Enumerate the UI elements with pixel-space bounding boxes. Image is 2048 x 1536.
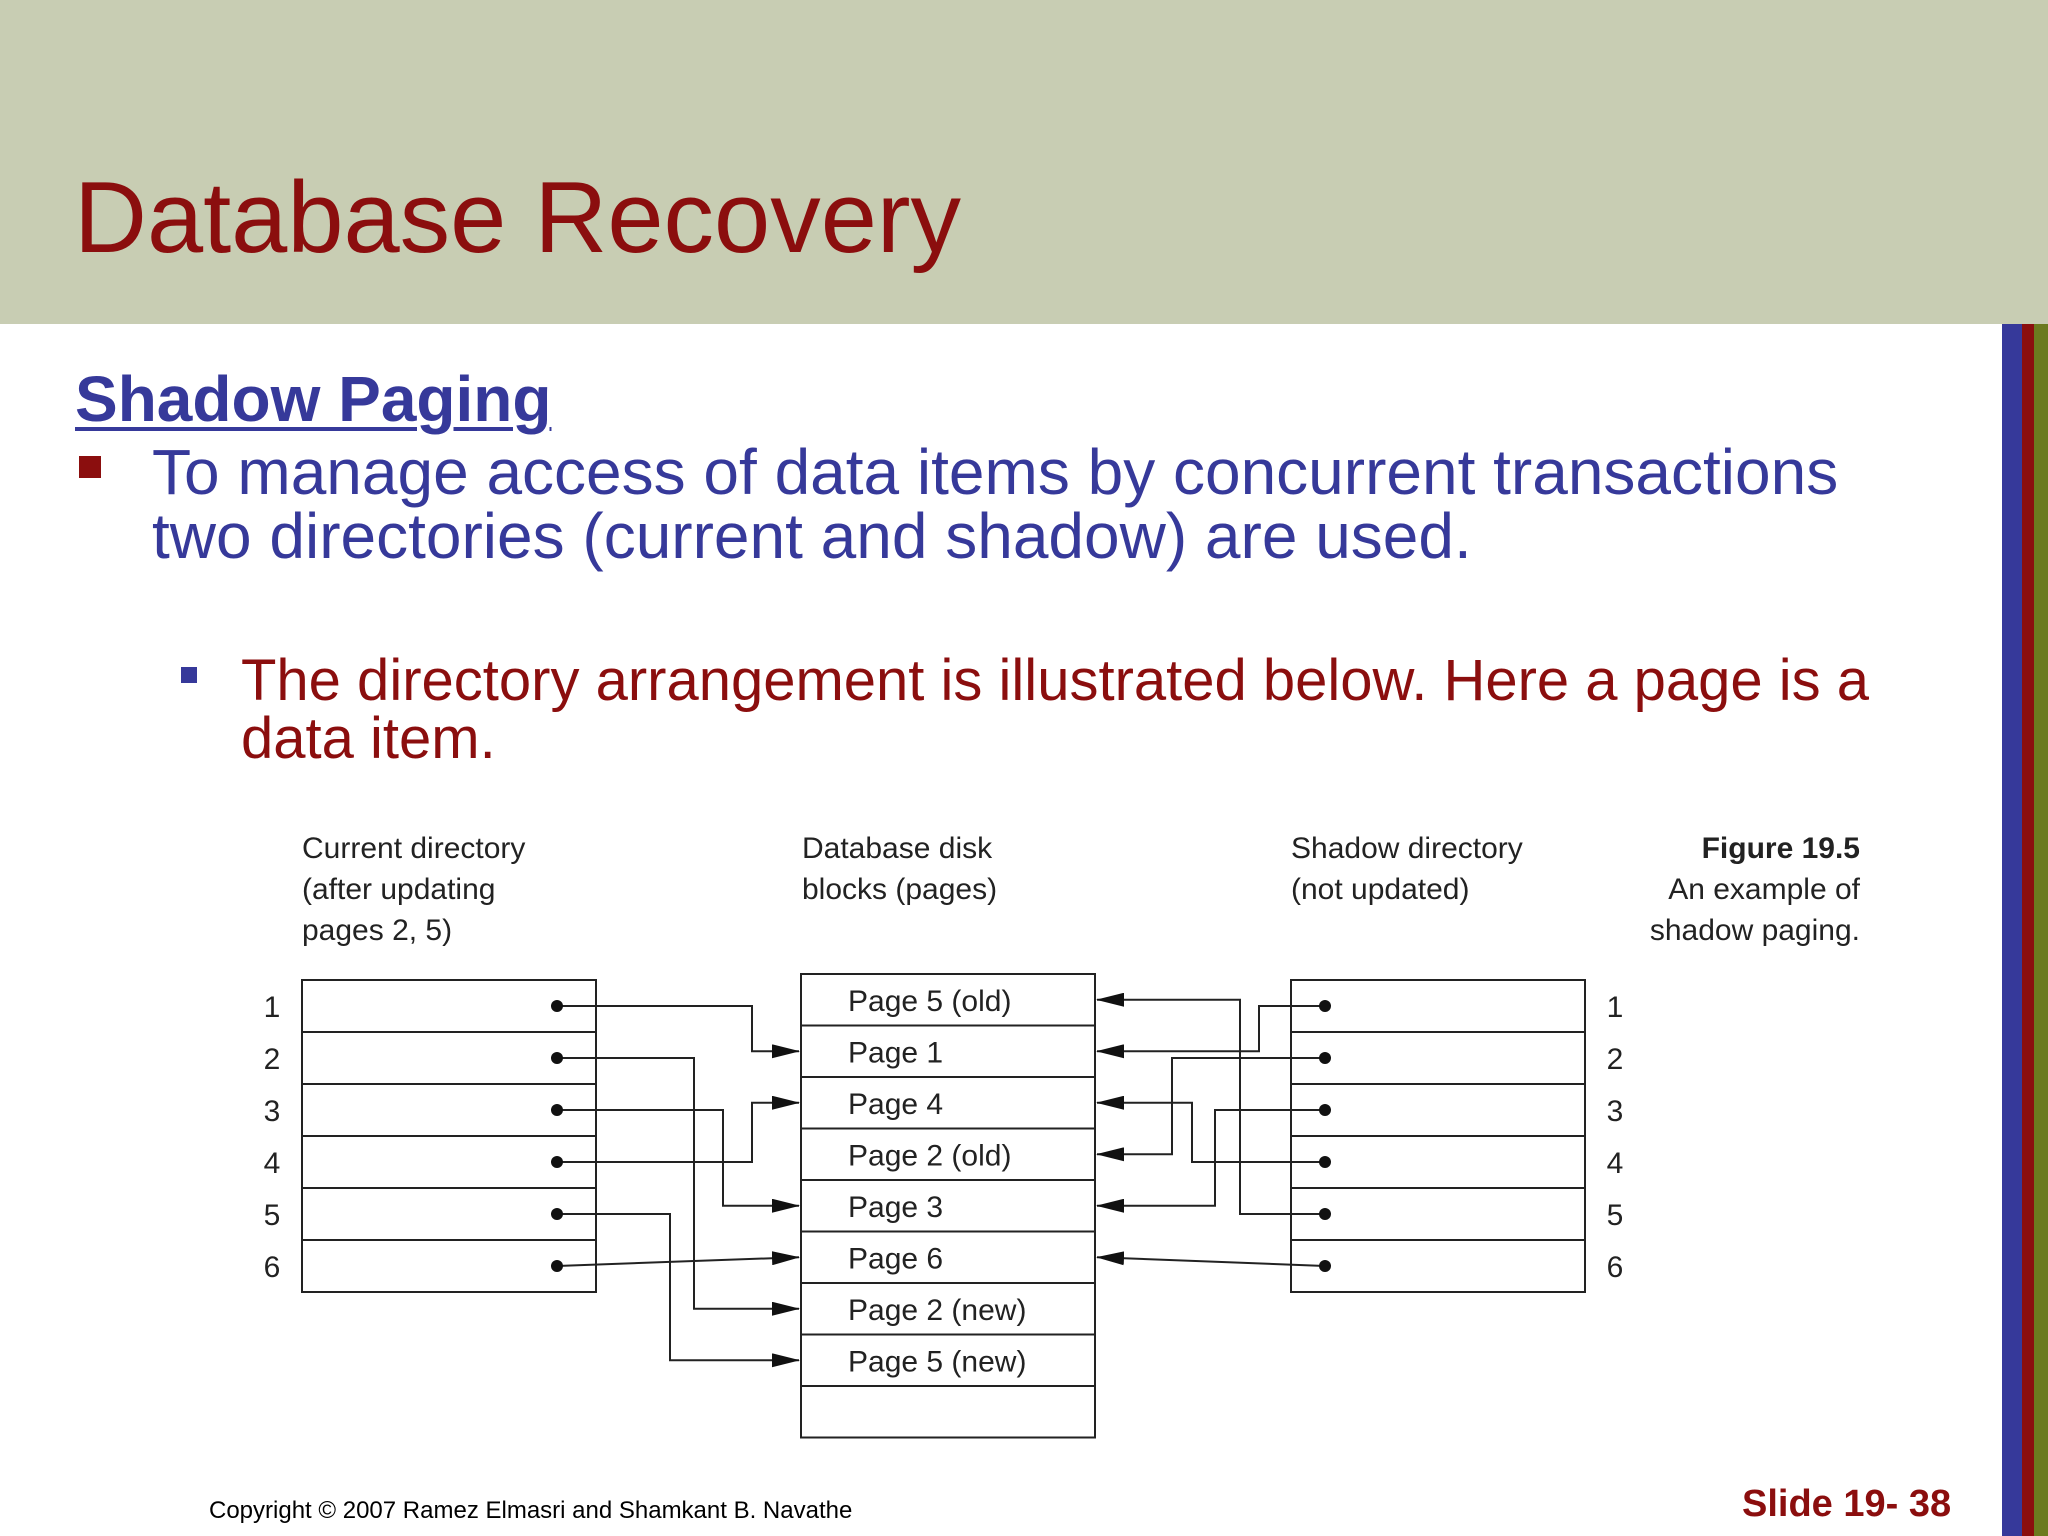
pointer-dot <box>551 1208 563 1220</box>
current-directory-label: Current directory <box>302 832 526 865</box>
pointer-dot <box>1319 1208 1331 1220</box>
current-directory-label: (after updating <box>302 873 496 906</box>
figure-caption-text: shadow paging. <box>1649 914 1860 947</box>
disk-blocks-label: Database disk <box>802 832 993 865</box>
shadow-directory-label: Shadow directory <box>1291 832 1523 865</box>
pointer-dot <box>1319 1000 1331 1012</box>
pointer-dot <box>1319 1260 1331 1272</box>
pointer-dot <box>1319 1052 1331 1064</box>
shadow-row-number: 4 <box>1606 1147 1624 1180</box>
figure-caption-title: Figure 19.5 <box>1701 832 1860 865</box>
disk-page-label: Page 2 (new) <box>848 1293 1027 1327</box>
disk-blocks-label: blocks (pages) <box>802 873 998 906</box>
bullet-text-level2: The directory arrangement is illustrated below. Here a page is a data item. <box>241 648 1870 771</box>
shadow-row-number: 1 <box>1606 991 1624 1024</box>
current-directory-label: pages 2, 5) <box>302 914 453 947</box>
disk-page-label: Page 6 <box>848 1242 944 1276</box>
slide-title: Database Recovery <box>74 162 962 274</box>
disk-page-label: Page 4 <box>848 1087 944 1121</box>
pointer-dot <box>551 1260 563 1272</box>
current-row-number: 4 <box>263 1147 281 1180</box>
pointer-dot <box>551 1104 563 1116</box>
figure-caption-text: An example of <box>1668 873 1860 906</box>
disk-page-label: Page 2 (old) <box>848 1139 1012 1173</box>
disk-page-label: Page 5 (old) <box>848 984 1012 1018</box>
disk-page-label: Page 5 (new) <box>848 1345 1027 1379</box>
current-pointer-arrow <box>557 1257 799 1266</box>
shadow-directory-label: (not updated) <box>1291 873 1470 906</box>
disk-page-label: Page 3 <box>848 1190 944 1224</box>
pointer-dot <box>551 1052 563 1064</box>
pointer-dot <box>551 1156 563 1168</box>
current-row-number: 2 <box>263 1043 281 1076</box>
current-pointer-arrow <box>557 1058 799 1309</box>
pointer-dot <box>551 1000 563 1012</box>
current-pointer-arrow <box>557 1006 799 1051</box>
current-pointer-arrow <box>557 1110 799 1206</box>
shadow-row-number: 3 <box>1606 1095 1624 1128</box>
slide-number: Slide 19- 38 <box>1742 1483 1952 1525</box>
shadow-row-number: 5 <box>1606 1199 1624 1232</box>
pointer-dot <box>1319 1156 1331 1168</box>
shadow-row-number: 6 <box>1606 1251 1624 1284</box>
current-pointer-arrow <box>557 1214 799 1360</box>
pointer-dot <box>1319 1104 1331 1116</box>
current-row-number: 5 <box>263 1199 281 1232</box>
copyright-text: Copyright © 2007 Ramez Elmasri and Shamkant B. Navathe <box>209 1497 853 1524</box>
current-row-number: 1 <box>263 991 281 1024</box>
current-row-number: 6 <box>263 1251 281 1284</box>
shadow-row-number: 2 <box>1606 1043 1624 1076</box>
current-pointer-arrow <box>557 1103 799 1162</box>
section-heading: Shadow Paging <box>75 363 552 435</box>
current-row-number: 3 <box>263 1095 281 1128</box>
disk-page-label: Page 1 <box>848 1036 944 1070</box>
bullet-text-level1: To manage access of data items by concurrent transactions two directories (current and shadow) are used. <box>152 436 1839 572</box>
